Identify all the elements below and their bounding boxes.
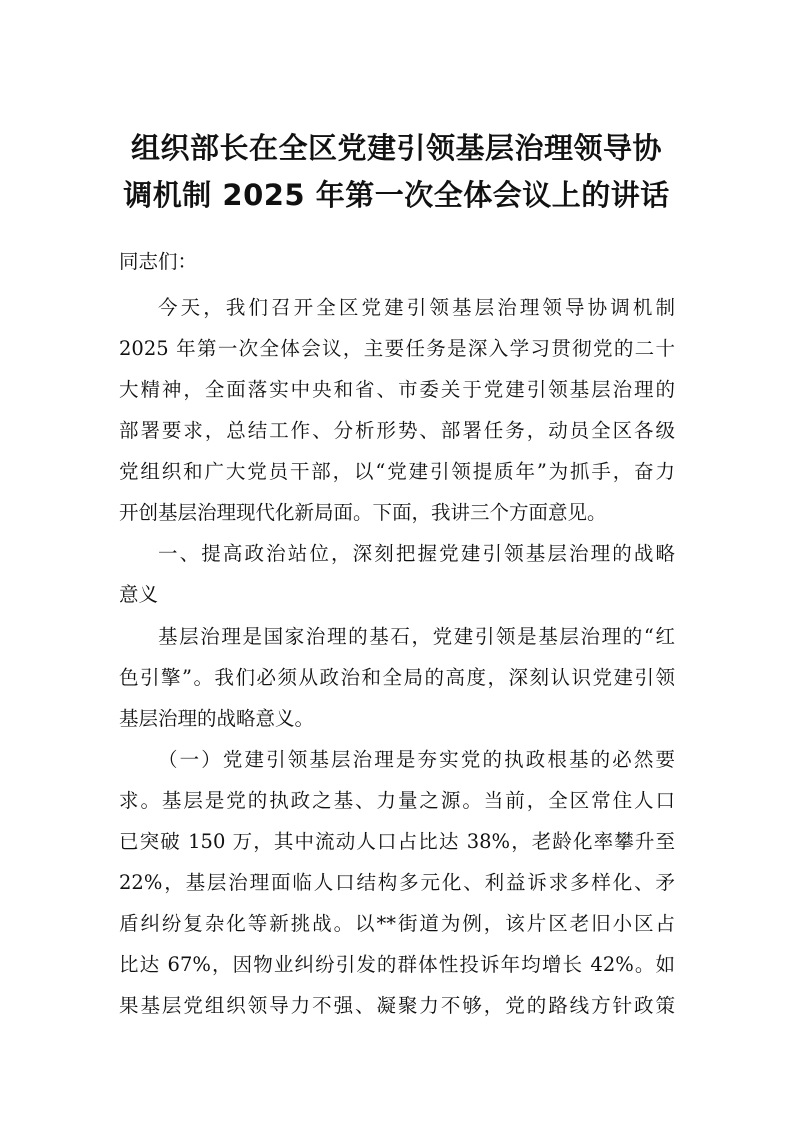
- paragraph-line: 盾纠纷复杂化等新挑战。以**街道为例，该片区老旧小区占: [119, 912, 675, 935]
- section-heading-line: 一、提高政治站位，深刻把握党建引领基层治理的战略: [158, 542, 675, 565]
- paragraph-line: 今天，我们召开全区党建引领基层治理领导协调机制: [158, 296, 675, 319]
- paragraph-line: 果基层党组织领导力不强、凝聚力不够，党的路线方针政策: [119, 994, 675, 1017]
- paragraph-line: 2025 年第一次全体会议，主要任务是深入学习贯彻党的二十: [119, 337, 675, 360]
- paragraph-line: 色引擎”。我们必须从政治和全局的高度，深刻认识党建引领: [119, 666, 675, 689]
- paragraph-line: 22%，基层治理面临人口结构多元化、利益诉求多样化、矛: [119, 871, 675, 894]
- paragraph-line: 开创基层治理现代化新局面。下面，我讲三个方面意见。: [119, 501, 607, 524]
- paragraph-line: 基层治理是国家治理的基石，党建引领是基层治理的“红: [158, 625, 675, 648]
- paragraph-line: 大精神，全面落实中央和省、市委关于党建引领基层治理的: [119, 378, 675, 401]
- document-title-line-2: 调机制 2025 年第一次全体会议上的讲话: [123, 178, 670, 212]
- paragraph-line: 求。基层是党的执政之基、力量之源。当前，全区常住人口: [119, 789, 675, 812]
- salutation: 同志们：: [119, 250, 198, 273]
- paragraph-line: 比达 67%，因物业纠纷引发的群体性投诉年均增长 42%。如: [119, 953, 675, 976]
- document-title-line-1: 组织部长在全区党建引领基层治理领导协: [130, 131, 662, 165]
- paragraph-line: 部署要求，总结工作、分析形势、部署任务，动员全区各级: [119, 419, 675, 442]
- paragraph-line: 基层治理的战略意义。: [119, 707, 315, 730]
- section-heading-line: 意义: [119, 583, 159, 606]
- paragraph-line: （一）党建引领基层治理是夯实党的执政根基的必然要: [158, 748, 675, 771]
- paragraph-line: 已突破 150 万，其中流动人口占比达 38%，老龄化率攀升至: [119, 830, 675, 853]
- paragraph-line: 党组织和广大党员干部，以“党建引领提质年”为抓手，奋力: [119, 460, 675, 483]
